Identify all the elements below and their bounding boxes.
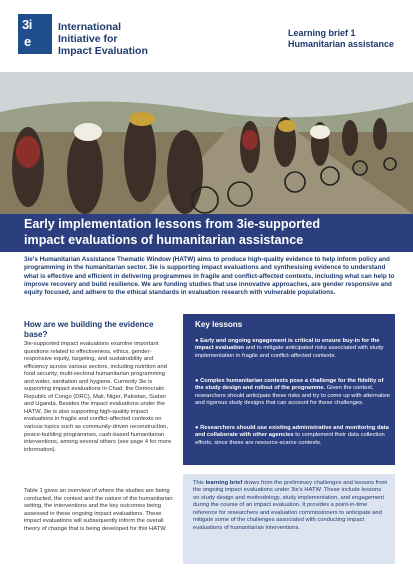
cover-photo [0, 72, 413, 214]
brief-text-post: draws from the preliminary challenges and lessons from the ongoing impact evaluations under 3ie's HATW. These include lessons on study design and methodology, study implementation, and engagement during the course of an impact evaluation. It provides a point-in-time reference for researchers and evaluation commissioners to anticipate and mitigate some of the challenges associated with conducting impact evaluations of humanitarian interventions. [193, 480, 388, 531]
body-paragraph-2: Table 1 gives an overview of where the studies are being conducted, the context and the nature of the humanitarian setting, the interventions and the key outcomes being assessed in these ongoing impact evaluations. These impact evaluations will subsequently inform the overall theory of change that is being developed for this HATW. [24, 488, 173, 532]
brief-label-line1: Learning brief 1 [288, 28, 356, 38]
body-paragraph-1: 3ie-supported impact evaluations examine important questions related to effectiveness, ethics, gender-responsive equity, targeting, and sustainability and efficiency across various sectors, including nutrition and food security, multi-sectoral humanitarian programming and water, sanitation and hygiene. Currently 3ie is supporting impact evaluations in Chad, the Democratic Republic of Congo (DRC), Mali, Niger, Pakistan, Sudan and Uganda. Besides the impact evaluations under the HATW, 3ie is also supporting high-quality impact evaluations in fragile and conflict-affected contexts on various topics such as community-driven reconstruction, peace-building programmes, cash-based humanitarian interventions, among several others (see page 4 for more information). [24, 341, 172, 453]
org-name-line2: Initiative for [58, 33, 118, 45]
brief-label-line2: Humanitarian assistance [288, 39, 395, 49]
key-lessons-title: Key lessons [195, 320, 243, 329]
intro-paragraph: 3ie's Humanitarian Assistance Thematic Window (HATW) aims to produce high-quality evidence to help inform policy and programming in the humanitarian sector. 3ie is supporting impact evaluations and synthesising evidence to understand what is effective and efficient in delivering programmes in fragile and conflict-affected contexts, including what can help to improve recovery and build resilience. We are funding studies that use innovative approaches, are gender responsive and equity focused, and adhere to the ethical standards in evaluation research with vulnerable populations. [24, 256, 395, 297]
brief-label [288, 28, 394, 50]
brief-text-bold: learning brief [205, 480, 243, 486]
3ie-logo[interactable] [18, 14, 52, 54]
key-lesson-rest: Given the context, researchers should anticipate these risks and try to come up with alternative and rigorous study designs that can account for these challenges. [195, 385, 390, 407]
key-lesson-item [195, 425, 390, 447]
section-heading: How are we building the evidence base? [24, 320, 154, 339]
page-title-line2: impact evaluations of humanitarian assistance [24, 233, 304, 247]
key-lessons-box [183, 314, 395, 465]
key-lesson-item [195, 338, 390, 360]
key-lesson-item [195, 378, 390, 408]
key-lesson-bold: ● Early and ongoing engagement is critical to ensure buy-in for the impact evaluation [195, 338, 380, 352]
org-name-line3: Impact Evaluation [58, 45, 148, 57]
page-title-line1: Early implementation lessons from 3ie-supported [24, 217, 321, 231]
header [0, 0, 413, 72]
page-title [24, 216, 404, 248]
learning-brief-text [193, 480, 389, 532]
key-lesson-bold: ● Complex humanitarian contexts pose a challenge for the fidelity of the study design and rollout of the programme. [195, 378, 384, 392]
key-lesson-rest: to complement their data collection efforts, since these are resource-scarce contexts. [195, 432, 385, 446]
cover-photo-illustration [0, 72, 413, 214]
org-name [58, 21, 148, 57]
logo-line2: e [24, 34, 32, 49]
logo-line1: 3i [22, 17, 32, 32]
org-name-line1: International [58, 21, 122, 33]
title-band [0, 214, 413, 252]
learning-brief-box [183, 474, 395, 564]
key-lesson-bold: ● Researchers should use existing administrative and monitoring data and collaborate with other agencies [195, 425, 389, 439]
key-lesson-rest: and to mitigate anticipated risks associated with study implementation in fragile and conflict-affected contexts. [195, 345, 384, 359]
brief-text-pre: This [193, 480, 206, 486]
